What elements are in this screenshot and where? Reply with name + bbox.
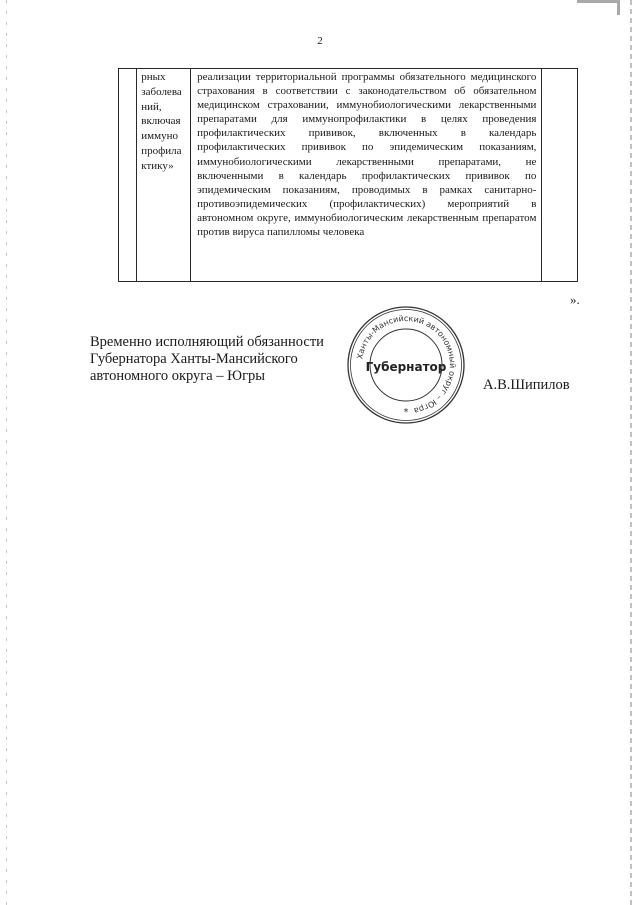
- name-line: иммуно: [141, 130, 178, 143]
- seal-ring-text: Ханты-Мансийский автономный округ – Югра: [355, 313, 458, 416]
- name-line: ний,: [141, 100, 162, 113]
- scan-corner-mark: [577, 0, 620, 15]
- scan-edge-right: [630, 0, 632, 905]
- scan-edge-left: [6, 0, 7, 905]
- description-text: реализации территориальной программы обязательного медицинского страхования в соответствии с законодательством об обязательном медицинском страховании, иммунобиологическими лекарственными препаратами для иммунопрофилактики в целях проведения профилактических прививок, включенных в календарь профилактических прививок по эпидемическим показаниям, иммунобиологическими лекарственными препаратами, не включенными в календарь профилактических прививок по эпидемическим показаниям, проводимых в рамках санитарно-противоэпидемических (профилактических) мероприятий в автономном округе, иммунобиологическим лекарственным препаратом против вируса папилломы человека: [197, 71, 537, 239]
- closing-quote: ».: [570, 292, 580, 307]
- table-cell-blank: [119, 69, 137, 282]
- document-table: [118, 68, 578, 282]
- signer-title-line: автономного округа – Югры: [90, 368, 266, 384]
- table-row: [119, 69, 578, 282]
- official-seal: [345, 305, 467, 425]
- name-line: заболева: [141, 85, 182, 98]
- signer-title-line: Временно исполняющий обязанности: [90, 334, 324, 350]
- table-cell-name: [137, 69, 191, 282]
- seal-star: *: [403, 407, 409, 418]
- page-number: 2: [317, 35, 323, 47]
- seal-center-text: Губернатор: [365, 360, 447, 374]
- name-line: профила: [141, 144, 182, 157]
- signer-name: А.В.Шипилов: [483, 377, 570, 393]
- name-line: включая: [141, 115, 181, 128]
- signer-title-line: Губернатора Ханты-Мансийского: [90, 351, 298, 367]
- name-line: ктику»: [141, 159, 174, 172]
- seal-graphic: [345, 305, 467, 425]
- name-line: рных: [141, 71, 166, 83]
- table-cell-description: [191, 69, 542, 282]
- name-cell-text: [137, 69, 190, 174]
- table-cell-empty: [542, 69, 578, 282]
- signer-title: [90, 334, 350, 385]
